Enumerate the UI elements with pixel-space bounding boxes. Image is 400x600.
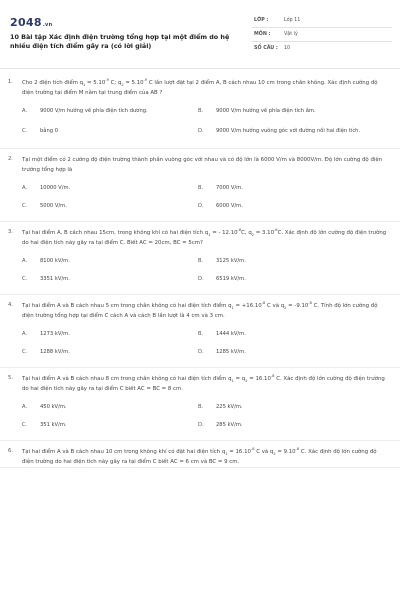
option-text: 6000 V/m. [216,203,243,209]
option-text: 7000 V/m. [216,185,243,191]
option-letter: C. [22,276,28,282]
option-text: 351 kV/m. [40,422,67,428]
question-item [0,222,400,295]
option-text: 1285 kV/m. [216,349,246,355]
document-meta [252,14,392,56]
answer-option[interactable] [198,104,368,118]
question-text: Tại hai điểm A và B cách nhau 10 cm trong không khí có đặt hai điện tích $q_1 = 16.10^{-8}$ C và $q_2 = 9.10^{-8}$ C. Xác định độ lớn cường độ điện trường do hai điện tích này gây ra tại điểm C biết AC = 6 cm và BC = 9 cm. [22,447,377,465]
logo-main-text: 2048 [10,16,42,29]
option-letter: B. [198,185,204,191]
answer-option[interactable] [22,254,192,268]
question-number: 1. [8,79,13,85]
answer-option[interactable] [22,418,192,432]
option-letter: D. [198,276,204,282]
meta-value: 10 [284,46,291,51]
option-text: 5000 V/m. [40,203,67,209]
answer-option[interactable] [198,181,368,195]
meta-label: MÔN : [254,32,271,37]
answer-option[interactable] [22,272,192,286]
meta-value: Lớp 11 [284,18,301,23]
question-text: Tại hai điểm A và B cách nhau 8 cm trong chân không có hai điện tích điểm $q_1 = q_2 = 16.10^{-8}$ C. Xác định độ lớn cường độ điện trường do hai điện tích này gây ra tại điểm C biết AC = BC = 8 cm. [22,374,385,392]
answer-option[interactable] [198,345,368,359]
option-text: 6519 kV/m. [216,276,246,282]
option-letter: D. [198,128,204,134]
question-item [0,149,400,222]
option-letter: A. [22,108,28,114]
question-item [0,78,400,149]
answer-options [22,181,388,213]
answer-option[interactable] [198,418,368,432]
option-text: 3125 kV/m. [216,258,246,264]
header-divider [0,68,400,69]
option-text: 450 kV/m. [40,404,67,410]
option-text: 8100 kV/m. [40,258,70,264]
answer-option[interactable] [22,181,192,195]
answer-options [22,400,388,432]
page-title: 10 Bài tập Xác định điện trường tổng hợp tại một điểm do hệ nhiều điện tích điểm gây ra (có lời giải) [10,33,230,50]
question-list [0,78,400,468]
logo-domain-text: .vn [42,22,53,28]
answer-option[interactable] [198,327,368,341]
question-number: 5. [8,375,13,381]
option-text: 9000 V/m hướng về phía điện tích dương. [40,108,148,114]
option-letter: D. [198,203,204,209]
answer-options [22,254,388,286]
answer-option[interactable] [198,199,368,213]
answer-option[interactable] [198,272,368,286]
site-logo[interactable] [10,16,52,29]
option-text: 9000 V/m hướng về phía điện tích âm. [216,108,316,114]
option-letter: B. [198,108,204,114]
option-text: 3351 kV/m. [40,276,70,282]
question-item [0,295,400,368]
option-letter: A. [22,258,28,264]
answer-option[interactable] [198,400,368,414]
option-letter: D. [198,349,204,355]
option-letter: C. [22,349,28,355]
answer-option[interactable] [22,104,192,118]
option-text: 225 kV/m. [216,404,243,410]
question-item [0,368,400,441]
question-number: 4. [8,302,13,308]
answer-options [22,327,388,359]
option-text: bằng 0 [40,128,59,134]
question-text: Tại một điểm có 2 cường độ điện trường thành phần vuông góc với nhau và có độ lớn là 6000 V/m và 8000V/m. Độ lớn cường độ điện trường tổng hợp là [22,157,383,173]
question-number: 6. [8,448,13,454]
option-text: 1273 kV/m. [40,331,70,337]
question-text: Tại hai điểm A, B cách nhau 15cm, trong không khí có hai điện tích $q_1$ = - $12.10^{-6}C$, $q_2 = 3.10^{-6}C$. Xác định độ lớn cường độ điện trường do hai điện tích này gây ra tại điểm C. Biết AC = 20cm, BC = 5cm? [22,228,387,246]
meta-row-class [252,14,392,28]
meta-label: LỚP : [254,18,269,23]
question-text: Tại hai điểm A và B cách nhau 5 cm trong chân không có hai điện tích điểm $q_1 = +16.10^{-8}$ C và $q_2 = -9.10^{-8}$ C. Tính độ lớn cường độ điện trường tổng hợp tại điểm C cách A và cách B lần lượt là 4 cm và 3 cm. [22,301,378,319]
option-letter: A. [22,404,28,410]
answer-options [22,104,388,140]
answer-option[interactable] [22,345,192,359]
question-number: 3. [8,229,13,235]
option-text: 1444 kV/m. [216,331,246,337]
option-letter: A. [22,331,28,337]
option-text: 1288 kV/m. [40,349,70,355]
option-letter: C. [22,203,28,209]
page-header [0,0,400,68]
option-letter: C. [22,128,28,134]
option-letter: B. [198,258,204,264]
answer-option[interactable] [22,327,192,341]
question-number: 2. [8,156,13,162]
option-letter: D. [198,422,204,428]
option-letter: B. [198,404,204,410]
option-text: 10000 V/m. [40,185,71,191]
option-letter: C. [22,422,28,428]
option-letter: B. [198,331,204,337]
option-text: 9000 V/m hướng vuông góc với đường nối hai điện tích. [216,128,361,134]
meta-label: SỐ CÂU : [254,46,278,51]
meta-row-subject [252,28,392,42]
question-item [0,441,400,468]
answer-option[interactable] [22,122,192,140]
option-letter: A. [22,185,28,191]
answer-option[interactable] [198,254,368,268]
meta-value: Vật lý [284,32,298,37]
question-text: Cho 2 điện tích điểm $q_1 = 5.10^{-9}$ C; $q_2 = 5.10^{-9}$ C lần lượt đặt tại 2 điểm A, B cách nhau 10 cm trong chân không. Xác định cường độ điện trường tại điểm M nằm tại trung điểm của AB ? [22,78,378,96]
meta-row-count [252,42,392,56]
answer-option[interactable] [22,400,192,414]
option-text: 285 kV/m. [216,422,243,428]
answer-option[interactable] [198,122,368,140]
answer-option[interactable] [22,199,192,213]
